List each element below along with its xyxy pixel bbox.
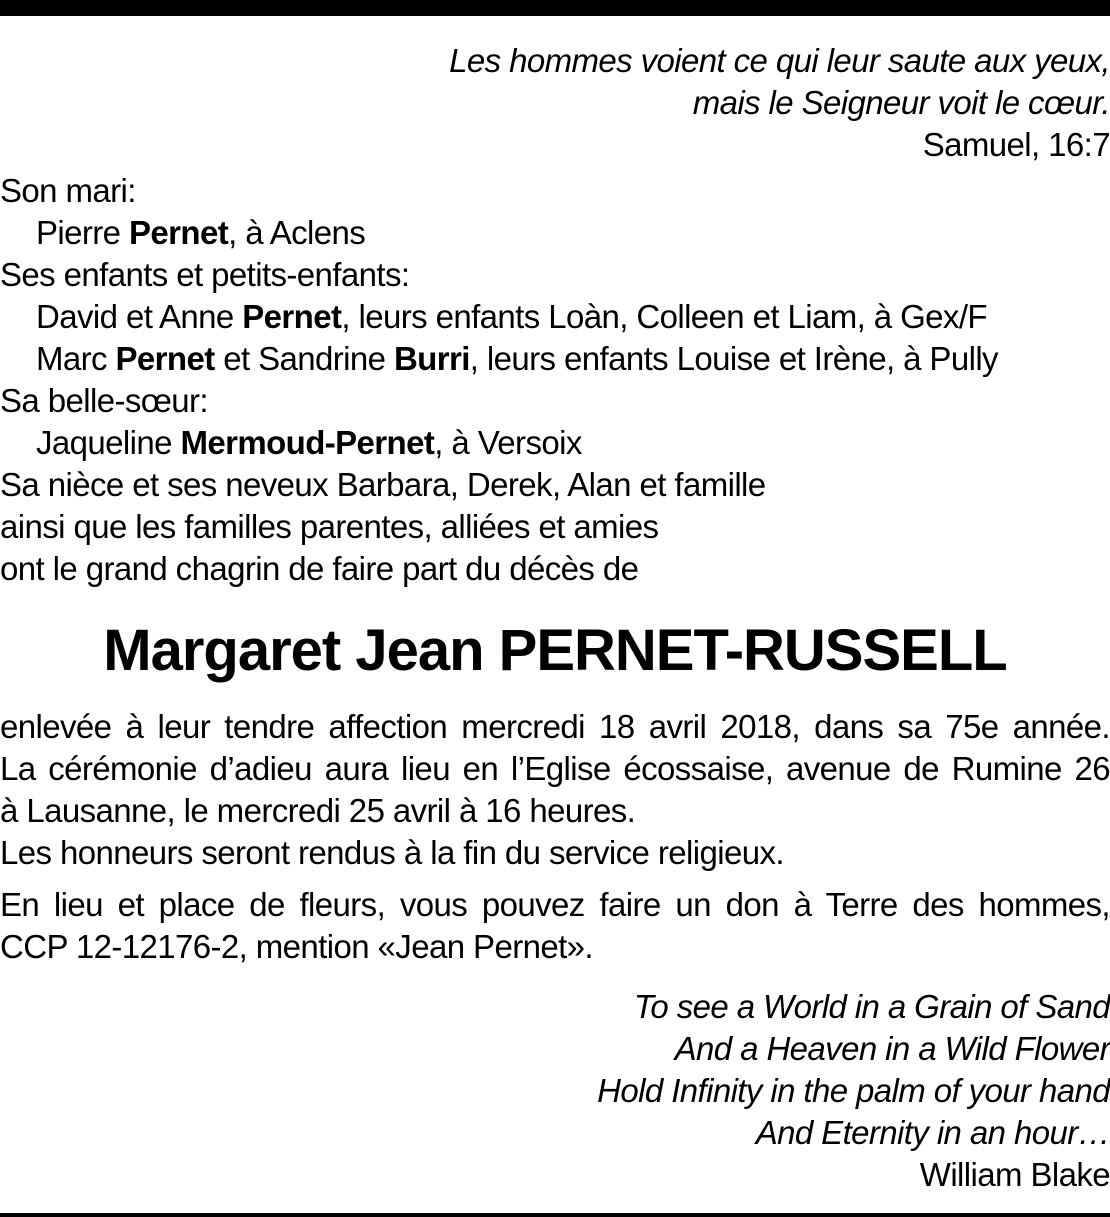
details-line-1: enlevée à leur tendre affection mercredi 18 avril 2018, dans sa 75e année. <box>0 708 1110 745</box>
epigraph-line-2: mais le Seigneur voit le cœur. <box>692 84 1110 121</box>
child-entry-1 <box>0 296 1110 338</box>
husband-entry <box>0 212 1110 254</box>
child-1-first-names: David et Anne <box>36 298 243 335</box>
child-entry-2 <box>0 338 1110 380</box>
donation-line-2: CCP 12-12176-2, mention «Jean Pernet». <box>0 928 593 965</box>
child-1-last-name: Pernet <box>242 298 342 335</box>
bottom-border-rule <box>0 1213 1110 1217</box>
husband-heading: Son mari: <box>0 172 136 209</box>
poem-line-2: And a Heaven in a Wild Flower <box>674 1030 1110 1067</box>
family-list <box>0 170 1110 590</box>
epigraph-source: Samuel, 16:7 <box>922 126 1110 163</box>
child-2-partner-last-name: Burri <box>393 340 470 377</box>
closing-poem <box>0 986 1110 1196</box>
poem-line-4: And Eternity in an hour… <box>755 1114 1110 1151</box>
announcement-line: ont le grand chagrin de faire part du décès de <box>0 550 639 587</box>
child-2-first-name: Marc <box>36 340 116 377</box>
husband-location: , à Aclens <box>228 214 366 251</box>
top-border-rule <box>0 0 1110 16</box>
deceased-name: Margaret Jean PERNET-RUSSELL <box>103 618 1007 683</box>
sister-in-law-entry <box>0 422 1110 464</box>
niece-nephews-line: Sa nièce et ses neveux Barbara, Derek, Alan et famille <box>0 466 766 503</box>
husband-first-name: Pierre <box>36 214 129 251</box>
donation-notice <box>0 884 1110 968</box>
details-line-3: à Lausanne, le mercredi 25 avril à 16 heures. <box>0 792 636 829</box>
poem-line-1: To see a World in a Grain of Sand <box>633 988 1110 1025</box>
ceremony-details <box>0 706 1110 874</box>
epigraph-quote <box>0 40 1110 166</box>
sister-in-law-last-name: Mermoud-Pernet <box>180 424 435 461</box>
poem-line-3: Hold Infinity in the palm of your hand <box>597 1072 1110 1109</box>
details-line-2: La cérémonie d’adieu aura lieu en l’Eglise écossaise, avenue de Rumine 26 <box>0 750 1110 787</box>
sister-in-law-location: , à Versoix <box>434 424 582 461</box>
obituary-notice <box>0 40 1110 1196</box>
child-2-partner-first: et Sandrine <box>214 340 394 377</box>
child-2-details: , leurs enfants Louise et Irène, à Pully <box>469 340 998 377</box>
epigraph-line-1: Les hommes voient ce qui leur saute aux yeux, <box>449 42 1110 79</box>
donation-line-1: En lieu et place de fleurs, vous pouvez faire un don à Terre des hommes, <box>0 886 1110 923</box>
poem-author: William Blake <box>919 1156 1110 1193</box>
husband-last-name: Pernet <box>129 214 229 251</box>
families-line: ainsi que les familles parentes, alliées et amies <box>0 508 659 545</box>
child-2-last-name: Pernet <box>115 340 215 377</box>
details-line-4: Les honneurs seront rendus à la fin du service religieux. <box>0 834 784 871</box>
sister-in-law-heading: Sa belle-sœur: <box>0 382 209 419</box>
children-heading: Ses enfants et petits-enfants: <box>0 256 410 293</box>
child-1-details: , leurs enfants Loàn, Colleen et Liam, à Gex/F <box>341 298 987 335</box>
sister-in-law-first-name: Jaqueline <box>36 424 181 461</box>
